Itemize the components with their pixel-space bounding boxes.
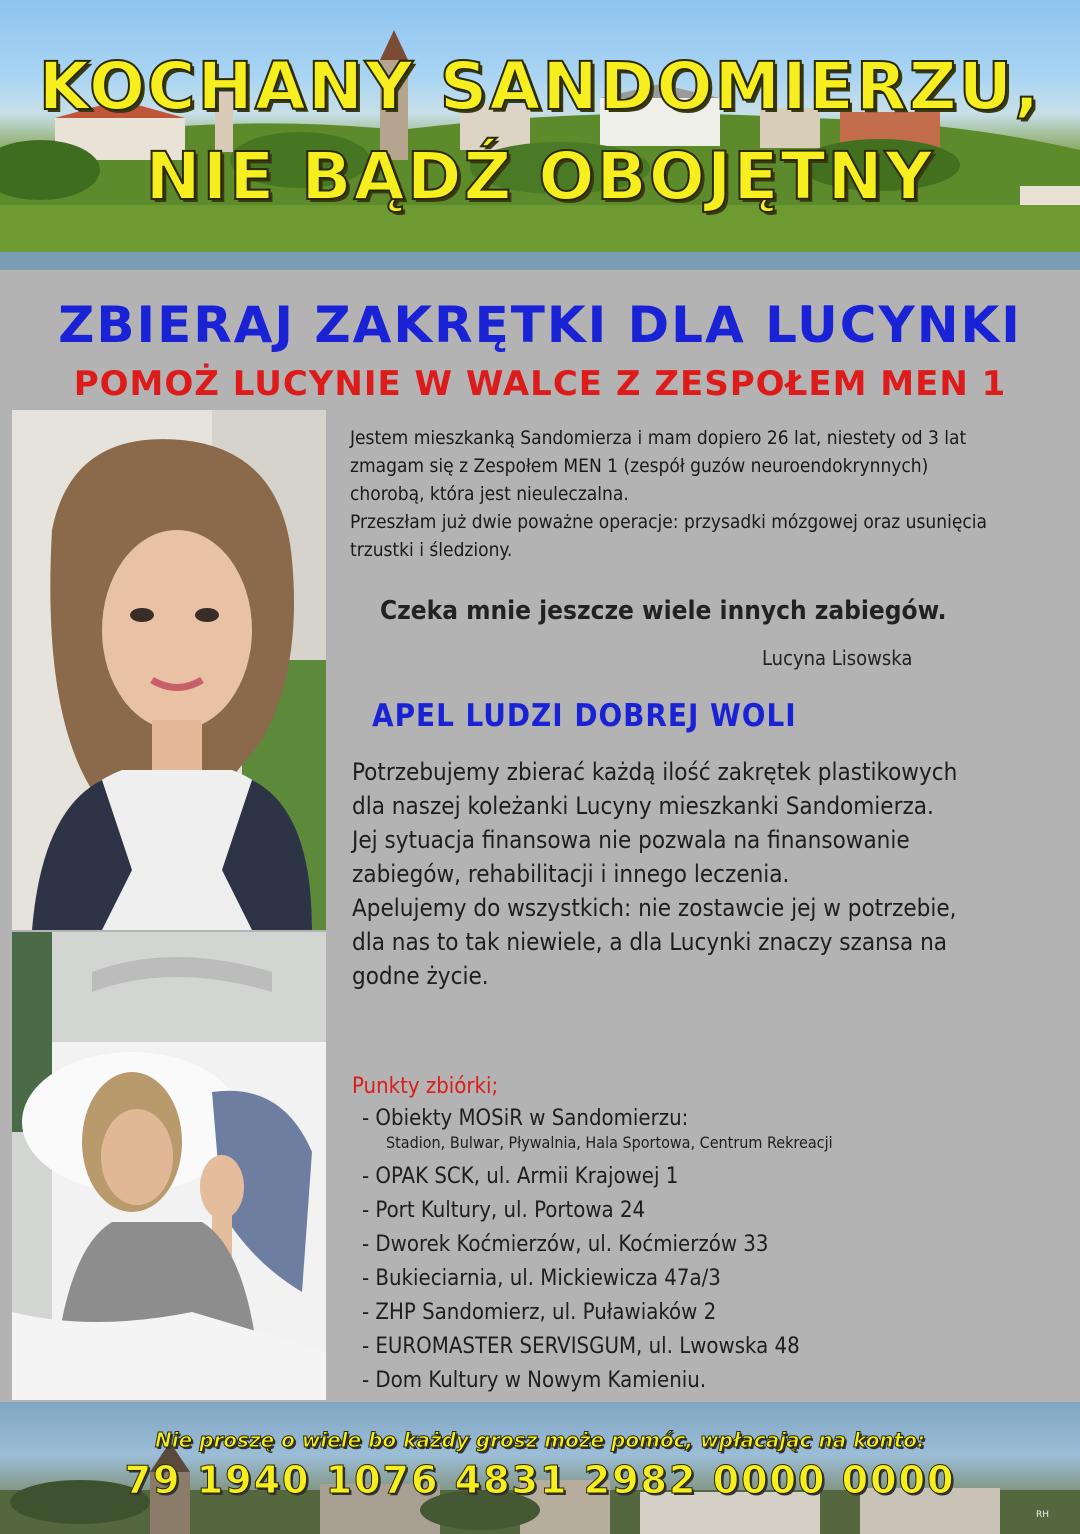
- list-item: - OPAK SCK, ul. Armii Krajowej 1: [362, 1164, 679, 1189]
- appeal-line: godne życie.: [352, 962, 489, 990]
- intro-line: chorobą, która jest nieuleczalna.: [350, 483, 629, 505]
- appeal-line: Jej sytuacja finansowa nie pozwala na finansowanie: [352, 826, 910, 854]
- hospital-photo: [12, 932, 326, 1400]
- bank-account-number: 79 1940 1076 4831 2982 0000 0000: [124, 1458, 956, 1502]
- collection-points-list: [362, 1102, 1062, 1398]
- intro-emphasis: Czeka mnie jeszcze wiele innych zabiegów.: [380, 596, 947, 626]
- banner-title-line2: NIE BĄDŹ OBOJĘTNY: [145, 138, 935, 215]
- list-item: - ZHP Sandomierz, ul. Puławiaków 2: [362, 1300, 717, 1325]
- list-item: - Dworek Koćmierzów, ul. Koćmierzów 33: [362, 1232, 769, 1257]
- appeal-line: Apelujemy do wszystkich: nie zostawcie jej w potrzebie,: [352, 894, 957, 922]
- appeal-line: dla nas to tak niewiele, a dla Lucynki znaczy szansa na: [352, 928, 948, 956]
- appeal-line: Potrzebujemy zbierać każdą ilość zakrętek plastikowych: [352, 758, 958, 786]
- portrait-photo: [12, 410, 326, 930]
- list-item: - Dom Kultury w Nowym Kamieniu.: [362, 1368, 707, 1393]
- intro-line: Jestem mieszkanką Sandomierza i mam dopiero 26 lat, niestety od 3 lat: [350, 427, 967, 449]
- main-headline: ZBIERAJ ZAKRĘTKI DLA LUCYNKI: [58, 296, 1022, 354]
- appeal-text: [352, 755, 1062, 993]
- appeal-title: APEL LUDZI DOBREJ WOLI: [372, 698, 797, 734]
- intro-text: [350, 424, 1060, 564]
- banner-title-line1: KOCHANY SANDOMIERZU,: [38, 48, 1042, 125]
- appeal-line: zabiegów, rehabilitacji i innego leczenia.: [352, 860, 790, 888]
- list-item: - Port Kultury, ul. Portowa 24: [362, 1198, 646, 1223]
- intro-line: zmagam się z Zespołem MEN 1 (zespół guzów neuroendokrynnych): [350, 455, 929, 477]
- credit-mark: RH: [1036, 1510, 1050, 1520]
- intro-line: trzustki i śledziony.: [350, 539, 513, 561]
- intro-line: Przeszłam już dwie poważne operacje: przysadki mózgowej oraz usunięcia: [350, 511, 987, 533]
- collection-points-label: Punkty zbiórki;: [352, 1074, 499, 1099]
- list-item-detail: Stadion, Bulwar, Pływalnia, Hala Sportowa, Centrum Rekreacji: [386, 1133, 833, 1152]
- appeal-line: dla naszej koleżanki Lucyny mieszkanki Sandomierza.: [352, 792, 934, 820]
- footer-message: Nie proszę o wiele bo każdy grosz może pomóc, wpłacając na konto:: [155, 1428, 925, 1452]
- list-item: - EUROMASTER SERVISGUM, ul. Lwowska 48: [362, 1334, 800, 1359]
- list-item: - Bukieciarnia, ul. Mickiewicza 47a/3: [362, 1266, 721, 1291]
- list-item: - Obiekty MOSiR w Sandomierzu:: [362, 1106, 689, 1131]
- sub-headline: POMOŻ LUCYNIE W WALCE Z ZESPOŁEM MEN 1: [73, 364, 1007, 404]
- signature: Lucyna Lisowska: [762, 646, 913, 670]
- town-panorama-image: [0, 0, 1080, 270]
- header-banner: [0, 0, 1080, 270]
